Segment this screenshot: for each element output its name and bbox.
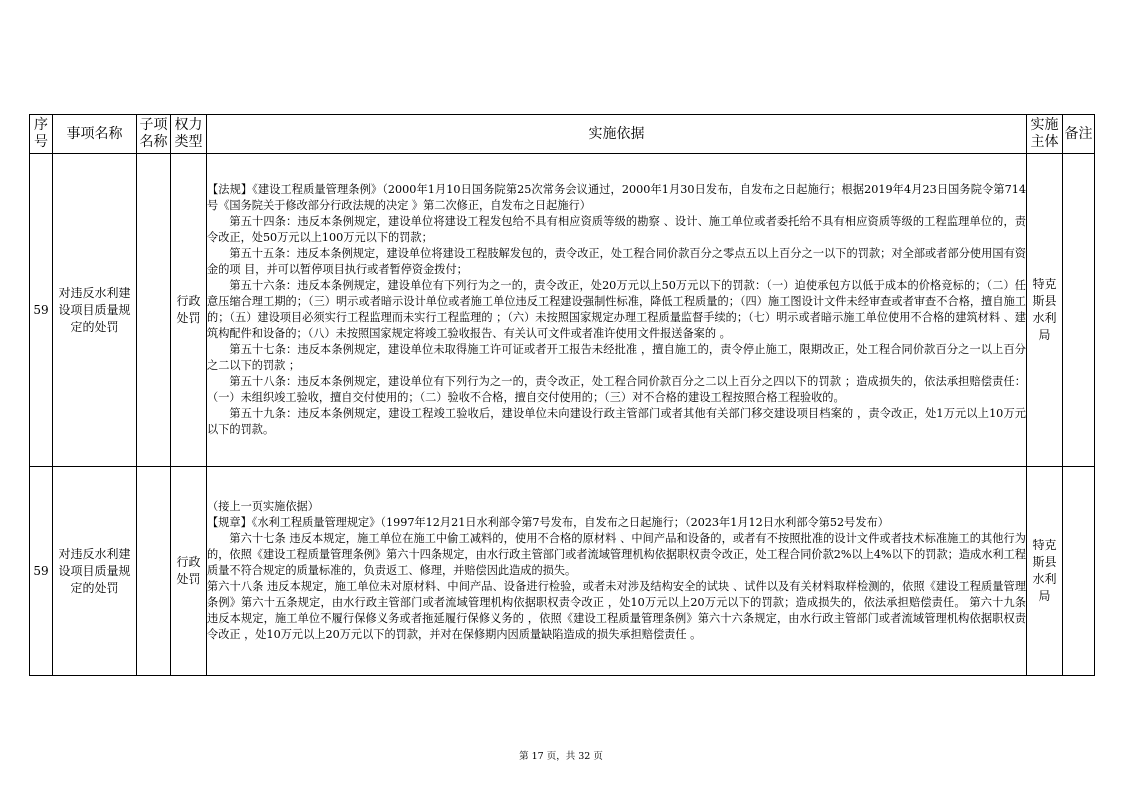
basis-paragraph: 第五十九条：违反本条例规定，建设工程竣工验收后，建设单位未向建设行政主管部门或者其他有关部门移交建设项目档案的 ，责令改正，处1万元以上10万元以下的罚款。	[207, 407, 1026, 436]
basis-paragraph: 第五十六条：违反本条例规定，建设单位有下列行为之一的，责令改正，处20万元以上50万元以下的罚款：（一）迫使承包方以低于成本的价格竞标的；（二）任意压缩合理工期的；（三）明示或者暗示设计单位或者施工单位违反工程建设强制性标准，降低工程质量的；（四）施工图设计文件未经审查或者审查不合格，擅自施工的；（五）建设项目必须实行工程监理而未实行工程监理的 ；（六）未按照国家规定办理工程质量监督手续的；（七）明示或者暗示施工单位使用不合格的建筑材料 、建筑构配件和设备的；（八）未按照国家规定将竣工验收报告、有关认可文件或者准许使用文件报送备案的 。	[207, 279, 1026, 340]
table-row	[30, 467, 1095, 676]
header-sub-name: 子项名称	[137, 115, 171, 154]
basis-paragraph: 第五十八条：违反本条例规定，建设单位有下列行为之一的，责令改正，处工程合同价款百分之二以上百分之四以下的罚款 ；造成损失的，依法承担赔偿责任：（一）未组织竣工验收，擅自交付使用的；（二）验收不合格，擅自交付使用的；（三）对不合格的建设工程按照合格工程验收的。	[207, 375, 1026, 404]
basis-paragraph: 第六十七条 违反本规定，施工单位在施工中偷工减料的，使用不合格的原材料 、中间产品和设备的，或者有不按照批准的设计文件或者技术标准施工的其他行为的，依照《建设工程质量管理条例》第六十四条规定，由水行政主管部门或者流域管理机构依据职权责令改正，处工程合同价款2%以上4%以下的罚款；造成水利工程质量不符合规定的质量标准的，负责返工、修理，并赔偿因此造成的损失。	[207, 532, 1026, 577]
row-subject: 特克斯县水利局	[1027, 154, 1063, 467]
table-row	[30, 154, 1095, 467]
header-subject: 实施主体	[1027, 115, 1063, 154]
basis-paragraph: 第六十八条 违反本规定，施工单位未对原材料、中间产品、设备进行检验，或者未对涉及结构安全的试块 、试件以及有关材料取样检测的，依照《建设工程质量管理条例》第六十五条规定，由水行政主管部门或者流域管理机构依据职权责令改正 ，处10万元以上20万元以下的罚款；造成损失的，依法承担赔偿责任。 第六十九条 违反本规定，施工单位不履行保修义务或者拖延履行保修义务的 ，依照《建设工程质量管理条例》第六十六条规定，由水行政主管部门或者流域管理机构依据职权责令改正 ，处10万元以上20万元以下的罚款，并对在保修期内因质量缺陷造成的损失承担赔偿责任 。	[207, 580, 1026, 641]
basis-paragraph: 第五十五条：违反本条例规定，建设单位将建设工程肢解发包的，责令改正，处工程合同价款百分之零点五以上百分之一以下的罚款；对全部或者部分使用国有资金的项 目，并可以暂停项目执行或者暂停资金拨付；	[207, 247, 1026, 276]
row-name-text: 对违反水利建设项目质量规定的处罚	[58, 546, 131, 595]
row-basis	[207, 467, 1027, 676]
page-number: 第 17 页，共 32 页	[519, 751, 603, 762]
administrative-power-table	[29, 114, 1095, 676]
row-no: 59	[30, 154, 53, 467]
header-remark: 备注	[1063, 115, 1095, 154]
row-sub-name	[137, 467, 171, 676]
row-sub-name	[137, 154, 171, 467]
row-remark	[1063, 467, 1095, 676]
header-basis: 实施依据	[207, 115, 1027, 154]
row-subject: 特克斯县水利局	[1027, 467, 1063, 676]
row-remark	[1063, 154, 1095, 467]
basis-paragraph: （接上一页实施依据）	[207, 500, 319, 513]
header-power-type: 权力类型	[171, 115, 207, 154]
basis-paragraph: 【规章】《水利工程质量管理规定》（1997年12月21日水利部令第7号发布，自发布之日起施行；（2023年1月12日水利部令第52号发布）	[207, 516, 889, 529]
row-power-type: 行政处罚	[171, 467, 207, 676]
basis-paragraph: 第五十七条：违反本条例规定，建设单位未取得施工许可证或者开工报告未经批准 ，擅自施工的，责令停止施工，限期改正，处工程合同价款百分之一以上百分之二以下的罚款 ；	[207, 343, 1026, 372]
basis-paragraph: 【法规】《建设工程质量管理条例》（2000年1月10日国务院第25次常务会议通过，2000年1月30日发布，自发布之日起施行；根据2019年4月23日国务院令第714号《国务院关于修改部分行政法规的决定 》第二次修正，自发布之日起施行）	[207, 183, 1026, 212]
row-name	[53, 467, 137, 676]
row-no: 59	[30, 467, 53, 676]
table-header-row	[30, 115, 1095, 154]
basis-paragraph: 第五十四条：违反本条例规定，建设单位将建设工程发包给不具有相应资质等级的勘察 、设计、施工单位或者委托给不具有相应资质等级的工程监理单位的，责令改正，处50万元以上100万元以下的罚款；	[207, 215, 1026, 244]
row-basis	[207, 154, 1027, 467]
row-power-type: 行政处罚	[171, 154, 207, 467]
row-name	[53, 154, 137, 467]
header-no: 序号	[30, 115, 53, 154]
row-name-text: 对违反水利建设项目质量规定的处罚	[58, 285, 131, 334]
header-name: 事项名称	[53, 115, 137, 154]
